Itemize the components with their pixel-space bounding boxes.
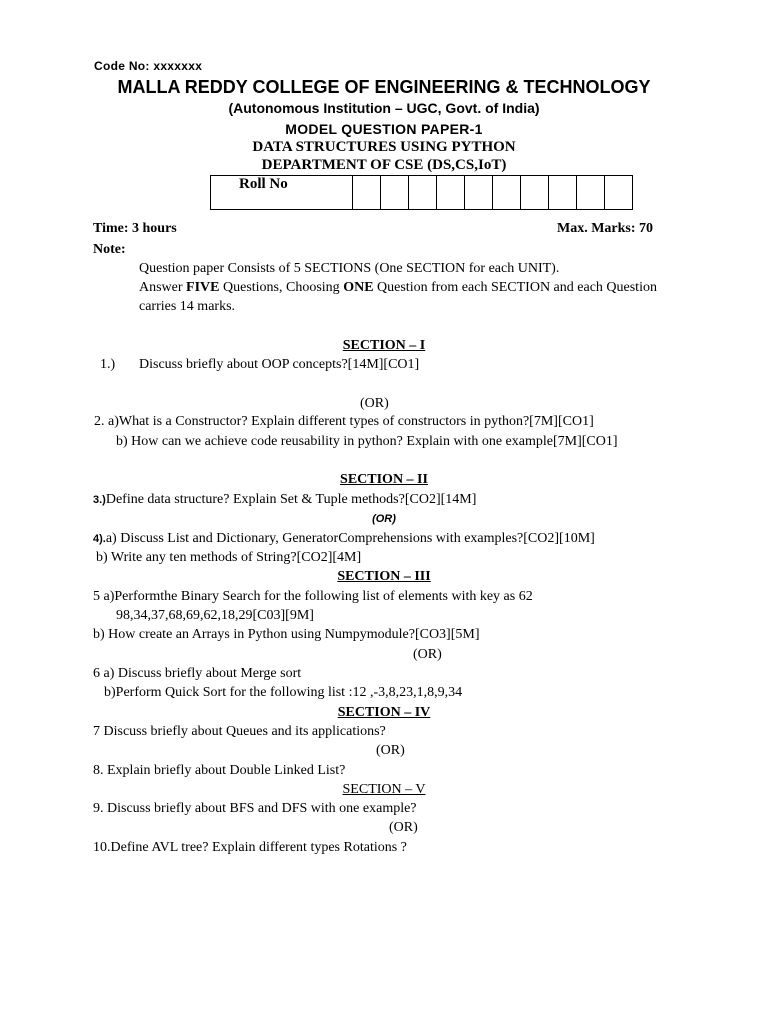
question-text: 98,34,37,68,69,62,18,29[C03][9M] — [116, 608, 314, 623]
question-text: b) How can we achieve code reusability in python? Explain with one example[7M][CO1] — [116, 434, 618, 449]
section-heading: SECTION – IV — [337, 705, 431, 720]
section-heading: SECTION – I — [342, 338, 426, 353]
roll-number-label: Roll No — [211, 176, 353, 210]
note-line: carries 14 marks. — [139, 299, 236, 314]
note-line — [139, 280, 657, 296]
question-number: 4). — [93, 533, 106, 545]
note-text: Questions, Choosing — [219, 280, 344, 295]
or-separator: (OR) — [372, 513, 396, 525]
roll-digit-box — [437, 176, 465, 210]
roll-digit-box — [521, 176, 549, 210]
or-separator: (OR) — [376, 743, 405, 758]
question-text: 6 a) Discuss briefly about Merge sort — [93, 666, 302, 681]
question-text: b) How create an Arrays in Python using Numpymodule?[CO3][5M] — [93, 627, 480, 642]
roll-digit-box — [577, 176, 605, 210]
question-body: a) Discuss List and Dictionary, GeneratorComprehensions with examples?[CO2][10M] — [105, 531, 595, 546]
section-heading: SECTION – III — [337, 569, 431, 584]
roll-digit-box — [353, 176, 381, 210]
note-emphasis: FIVE — [186, 280, 220, 295]
question-text: 2. a)What is a Constructor? Explain different types of constructors in python?[7M][CO1] — [94, 414, 594, 429]
question-number: 3.) — [93, 494, 106, 506]
paper-title: MODEL QUESTION PAPER-1 — [285, 121, 483, 137]
roll-digit-box — [409, 176, 437, 210]
question-text: 10.Define AVL tree? Explain different types Rotations ? — [93, 840, 407, 855]
roll-digit-box — [381, 176, 409, 210]
subject-title: DATA STRUCTURES USING PYTHON — [252, 139, 516, 155]
question-text: 9. Discuss briefly about BFS and DFS with one example? — [93, 801, 417, 816]
question-text: b) Write any ten methods of String?[CO2][4M] — [96, 550, 362, 565]
roll-digit-box — [465, 176, 493, 210]
note-line: Question paper Consists of 5 SECTIONS (One SECTION for each UNIT). — [139, 261, 560, 276]
exam-duration: Time: 3 hours — [93, 221, 177, 236]
section-heading: SECTION – II — [340, 472, 428, 487]
roll-number-grid — [210, 175, 633, 210]
note-emphasis: ONE — [343, 280, 374, 295]
department-title: DEPARTMENT OF CSE (DS,CS,IoT) — [261, 157, 507, 173]
institution-subtitle: (Autonomous Institution – UGC, Govt. of India) — [228, 100, 540, 116]
or-separator: (OR) — [413, 647, 442, 662]
question-text — [93, 531, 595, 547]
question-text: 5 a)Performthe Binary Search for the following list of elements with key as 62 — [93, 589, 533, 604]
code-number: Code No: xxxxxxx — [94, 59, 203, 73]
or-separator: (OR) — [389, 820, 418, 835]
note-text: Answer — [139, 280, 187, 295]
question-text — [93, 492, 476, 508]
max-marks: Max. Marks: 70 — [557, 221, 654, 236]
college-name: MALLA REDDY COLLEGE OF ENGINEERING & TECHNOLOGY — [117, 77, 651, 97]
question-text: Discuss briefly about OOP concepts?[14M][CO1] — [139, 357, 420, 372]
note-label: Note: — [93, 242, 126, 257]
roll-digit-box — [493, 176, 521, 210]
question-text: 7 Discuss briefly about Queues and its applications? — [93, 724, 386, 739]
question-body: Define data structure? Explain Set & Tuple methods?[CO2][14M] — [105, 492, 477, 507]
question-number: 1.) — [100, 357, 116, 372]
roll-digit-box — [549, 176, 577, 210]
roll-digit-box — [605, 176, 633, 210]
question-text: b)Perform Quick Sort for the following list :12 ,-3,8,23,1,8,9,34 — [104, 685, 463, 700]
question-text: 8. Explain briefly about Double Linked List? — [93, 763, 346, 778]
note-text: Question from each SECTION and each Question — [373, 280, 657, 295]
or-separator: (OR) — [360, 396, 389, 411]
section-heading: SECTION – V — [342, 782, 426, 797]
